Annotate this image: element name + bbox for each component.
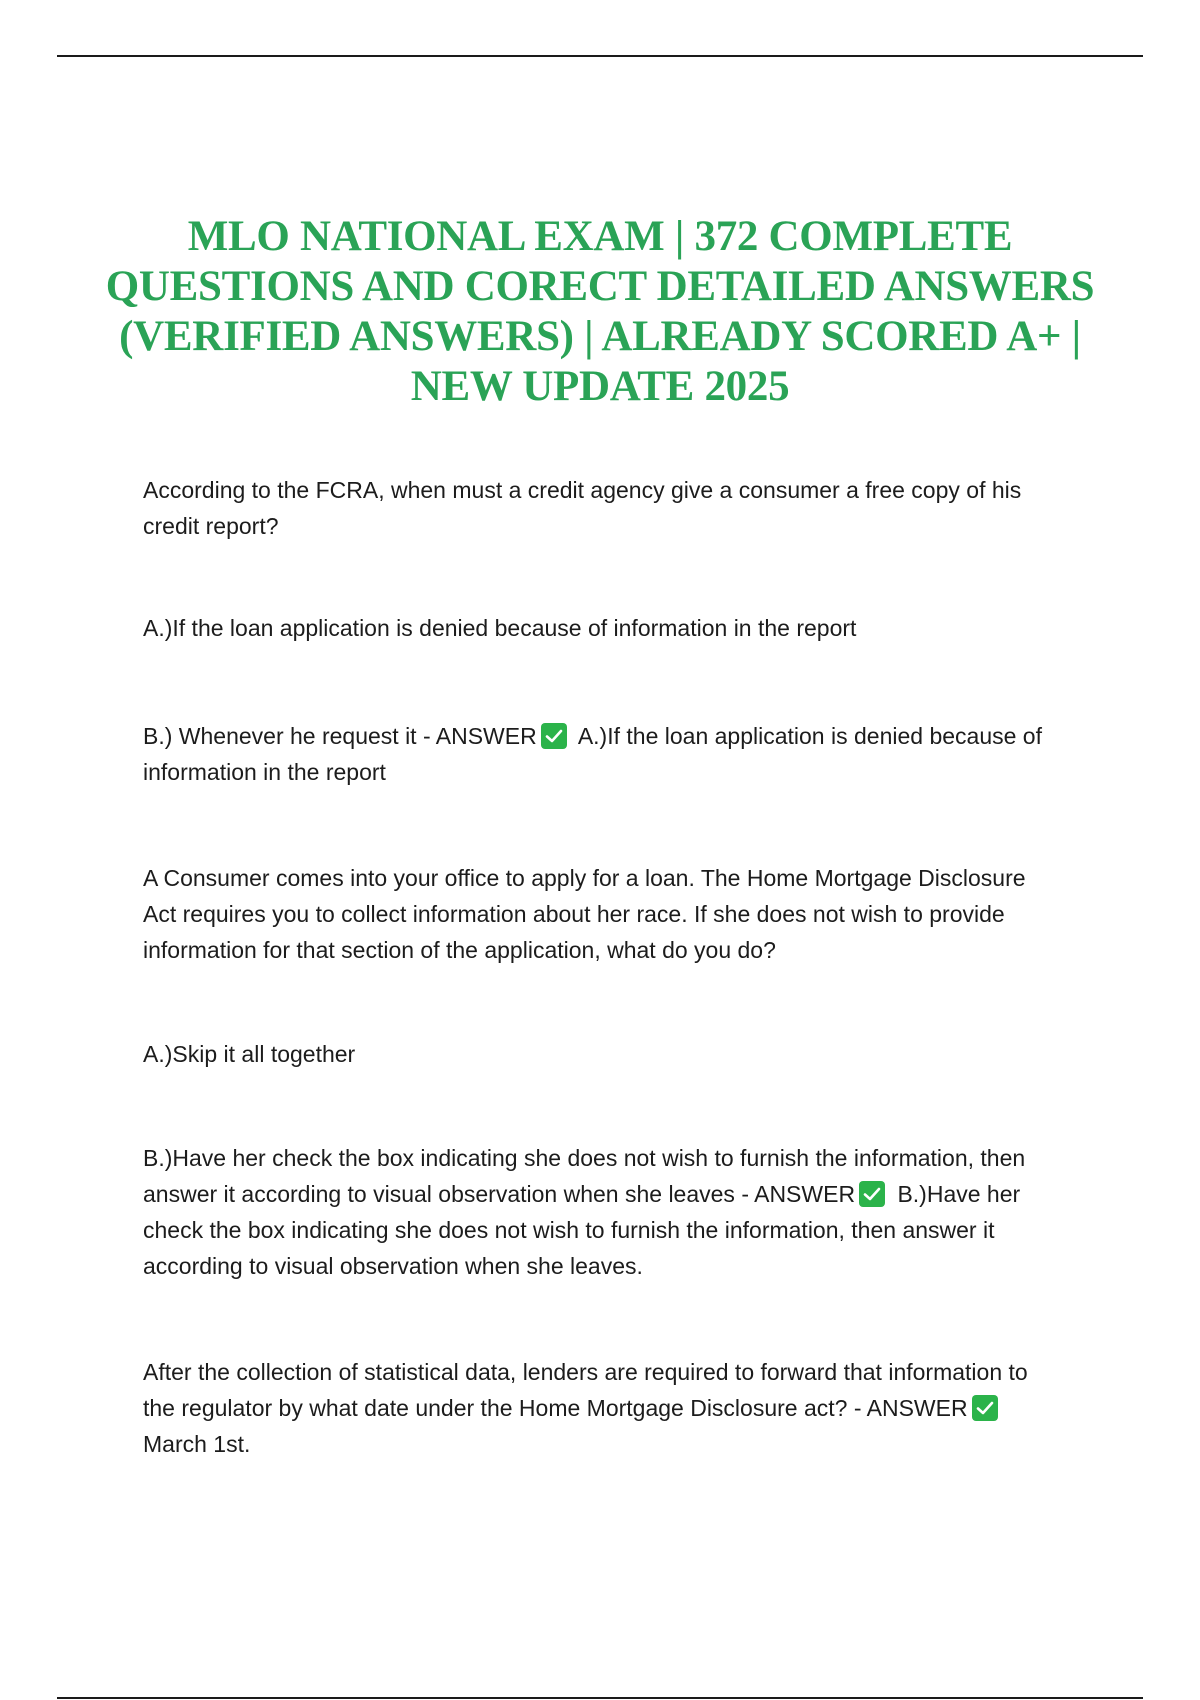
q2-option-b	[143, 1140, 1078, 1284]
document-body	[143, 472, 1073, 1462]
checkmark-icon	[972, 1395, 998, 1421]
q1-option-b-text: B.) Whenever he request it - ANSWER	[143, 723, 537, 749]
q1-option-b	[143, 718, 1073, 790]
q2-option-b-text: B.)Have her check the box indicating she does not wish to furnish the information, then answer it according to visual observation when she leaves - ANSWER	[143, 1145, 1026, 1207]
top-rule	[57, 55, 1143, 57]
q1-question: According to the FCRA, when must a credit agency give a consumer a free copy of his credit report?	[143, 477, 1022, 539]
document-title: MLO NATIONAL EXAM | 372 COMPLETE QUESTIONS AND CORECT DETAILED ANSWERS (VERIFIED ANSWERS) | ALREADY SCORED A+ | NEW UPDATE 2025	[105, 213, 1095, 410]
q1-option-a: A.)If the loan application is denied because of information in the report	[143, 615, 857, 641]
q2-question: A Consumer comes into your office to apply for a loan. The Home Mortgage Disclosure Act requires you to collect information about her race. If she does not wish to provide information for that section of the application, what do you do?	[143, 865, 1026, 963]
checkmark-icon	[541, 723, 567, 749]
bottom-rule	[57, 1697, 1143, 1699]
q3-answer: March 1st.	[143, 1431, 251, 1457]
q2-answer: B.)Have her check the box indicating she does not wish to furnish the information, then answer it according to visual observation when she leaves.	[143, 1181, 1021, 1279]
q1-answer: A.)If the loan application is denied because of information in the report	[143, 723, 1042, 785]
q2-option-a: A.)Skip it all together	[143, 1041, 356, 1067]
q3-question-text: After the collection of statistical data, lenders are required to forward that information to the regulator by what date under the Home Mortgage Disclosure act? - ANSWER	[143, 1359, 1028, 1421]
checkmark-icon	[859, 1181, 885, 1207]
q3-question	[143, 1354, 1063, 1462]
